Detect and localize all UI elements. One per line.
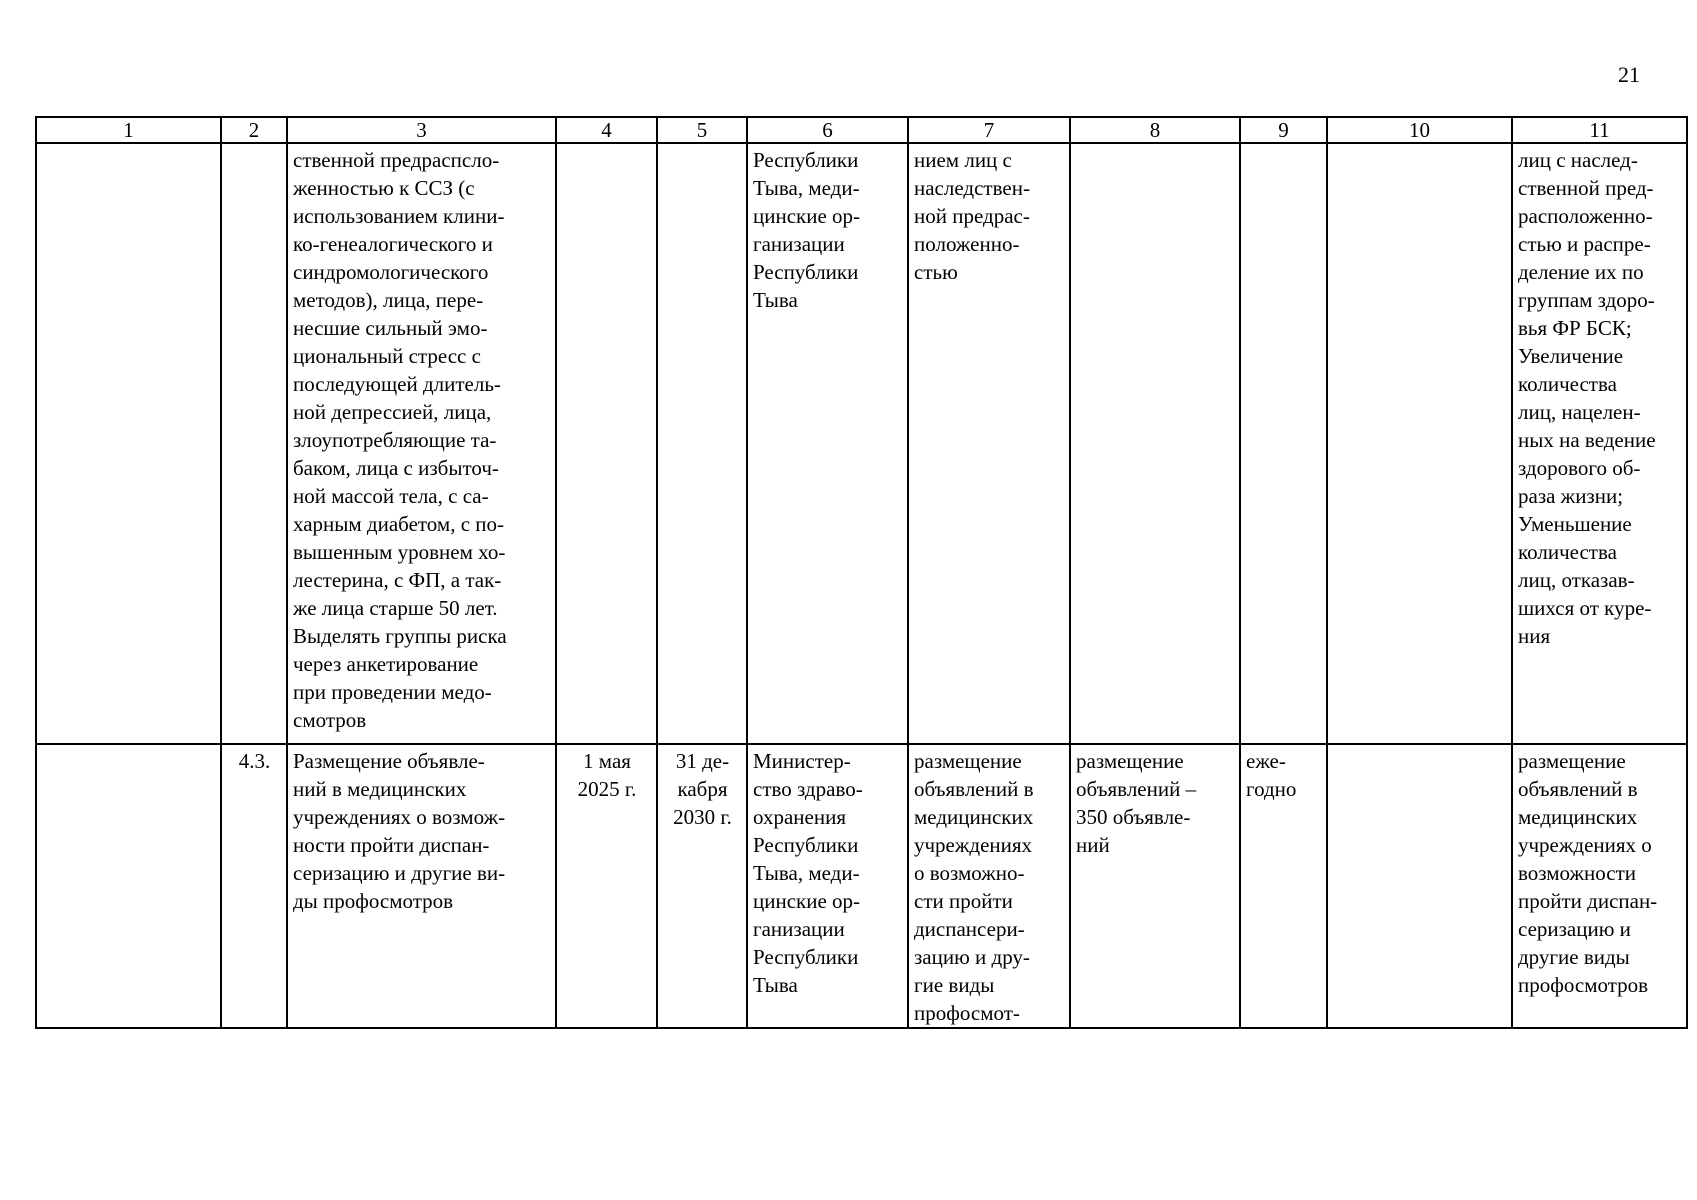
start-date: 1 мая 2025 г. <box>556 744 657 1028</box>
column-number: 11 <box>1512 117 1687 143</box>
plan-table <box>35 116 1688 1029</box>
table-row <box>36 744 1687 1028</box>
column-number: 5 <box>657 117 747 143</box>
table-row <box>36 143 1687 744</box>
table-cell <box>1070 143 1240 744</box>
table-cell <box>36 744 221 1028</box>
table-cell <box>1327 143 1512 744</box>
column-number: 8 <box>1070 117 1240 143</box>
table-cell: размещение объявлений в медицинских учреждениях о возможно- сти пройти диспансери- зацию и дру- гие виды профосмот- <box>908 744 1070 1028</box>
table-cell: еже- годно <box>1240 744 1327 1028</box>
column-number: 1 <box>36 117 221 143</box>
item-number: 4.3. <box>221 744 287 1028</box>
table-cell: ственной предраспсло- женностью к ССЗ (с использованием клини- ко-генеалогического и синдромологического методов), лица, пере- несшие сильный эмо- циональный стресс с последующей длитель- ной депрессией, лица, злоупотребляющие та- баком, лица с избыточ- ной массой тела, с са- харным диабетом, с по- вышенным уровнем хо- лестерина, с ФП, а так- же лица старше 50 лет. Выделять группы риска через анкетирование при проведении медо- смотров <box>287 143 556 744</box>
table-cell: Республики Тыва, меди- цинские ор- ганизации Республики Тыва <box>747 143 908 744</box>
column-number: 3 <box>287 117 556 143</box>
table-cell <box>657 143 747 744</box>
table-cell: лиц с наслед- ственной пред- расположенно- стью и распре- деление их по группам здоро- вья ФР БСК; Увеличение количества лиц, нацелен- ных на ведение здорового об- раза жизни; Уменьшение количества лиц, отказав- шихся от куре- ния <box>1512 143 1687 744</box>
table-cell: размещение объявлений – 350 объявле- ний <box>1070 744 1240 1028</box>
table-cell <box>1327 744 1512 1028</box>
table-cell: Размещение объявле- ний в медицинских учреждениях о возмож- ности пройти диспан- серизацию и другие ви- ды профосмотров <box>287 744 556 1028</box>
column-number: 10 <box>1327 117 1512 143</box>
table-cell <box>1240 143 1327 744</box>
column-number: 7 <box>908 117 1070 143</box>
table-cell <box>556 143 657 744</box>
table-cell: размещение объявлений в медицинских учреждениях о возможности пройти диспан- серизацию и другие виды профосмотров <box>1512 744 1687 1028</box>
column-number: 6 <box>747 117 908 143</box>
table-cell: Министер- ство здраво- охранения Республики Тыва, меди- цинские ор- ганизации Республики Тыва <box>747 744 908 1028</box>
column-number-row <box>36 117 1687 143</box>
column-number: 9 <box>1240 117 1327 143</box>
column-number: 4 <box>556 117 657 143</box>
table-cell: нием лиц с наследствен- ной предрас- положенно- стью <box>908 143 1070 744</box>
table-cell <box>36 143 221 744</box>
page-number: 21 <box>1618 62 1640 87</box>
end-date: 31 де- кабря 2030 г. <box>657 744 747 1028</box>
table-cell <box>221 143 287 744</box>
column-number: 2 <box>221 117 287 143</box>
